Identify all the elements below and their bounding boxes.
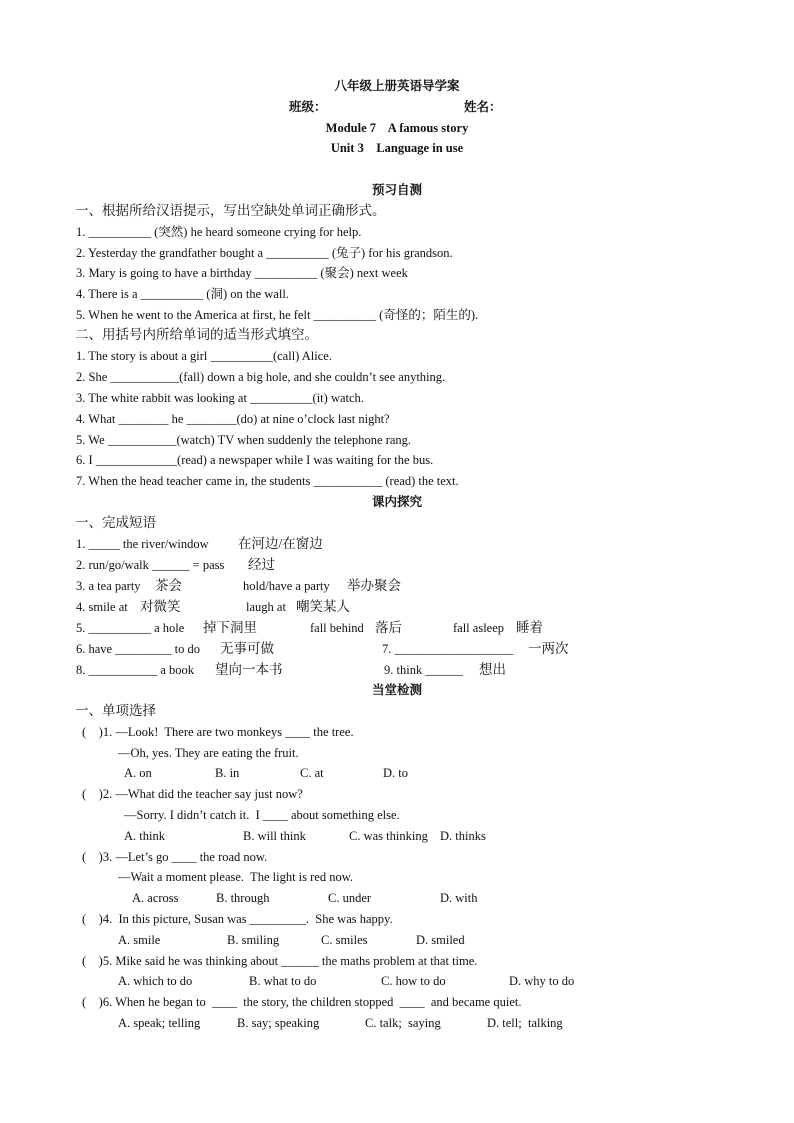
option: D. smiled — [416, 933, 465, 947]
phrase-3b-cn: 举办聚会 — [347, 578, 401, 593]
option: C. talk; saying — [365, 1016, 441, 1030]
part2-item: 4. What ________ he ________(do) at nine o’clock last night? — [76, 412, 390, 426]
part2-item: 3. The white rabbit was looking at __________(it) watch. — [76, 391, 364, 405]
question-3: ( )3. —Let’s go ____ the road now. — [82, 850, 268, 864]
test-title: 一、单项选择 — [75, 703, 156, 718]
option: C. under — [328, 891, 372, 905]
explore-title: 一、完成短语 — [75, 515, 156, 530]
phrase-4b: laugh at — [246, 600, 286, 614]
question-1: ( )1. —Look! There are two monkeys ____ the tree. — [82, 725, 354, 739]
question-3-reply: —Wait a moment please. The light is red now. — [118, 870, 354, 884]
test-heading: 当堂检测 — [371, 683, 422, 697]
phrase-6-cn: 无事可做 — [220, 641, 274, 656]
phrase-1-cn: 在河边/在窗边 — [238, 536, 323, 551]
option: B. through — [216, 891, 270, 905]
option: B. say; speaking — [237, 1016, 320, 1030]
option: A. which to do — [118, 974, 193, 988]
phrase-6: 6. have _________ to do — [76, 642, 200, 656]
option: C. smiles — [321, 933, 368, 947]
option: A. smile — [118, 933, 161, 947]
option: D. why to do — [509, 974, 575, 988]
phrase-3a: 3. a tea party — [76, 579, 141, 593]
option: D. with — [440, 891, 478, 905]
phrase-7: 7. ___________________ — [382, 642, 514, 656]
question-2: ( )2. —What did the teacher say just now? — [82, 787, 303, 801]
question-6: ( )6. When he began to ____ the story, the children stopped ____ and became quiet. — [82, 995, 522, 1009]
phrase-4b-cn: 嘲笑某人 — [296, 599, 350, 614]
option: A. think — [124, 829, 165, 843]
phrase-1: 1. _____ the river/window — [76, 537, 209, 551]
phrase-2-cn: 经过 — [248, 557, 275, 572]
phrase-8: 8. ___________ a book — [76, 663, 195, 677]
question-5: ( )5. Mike said he was thinking about ______ the maths problem at that time. — [82, 954, 478, 968]
explore-heading: 课内探究 — [371, 495, 422, 509]
part2-title: 二、用括号内所给单词的适当形式填空。 — [75, 327, 318, 342]
question-1-reply: —Oh, yes. They are eating the fruit. — [118, 746, 299, 760]
phrase-5c: fall asleep — [453, 621, 505, 635]
part2-item: 2. She ___________(fall) down a big hole, and she couldn’t see anything. — [76, 370, 446, 384]
option: A. on — [124, 766, 152, 780]
part1-title: 一、根据所给汉语提示，写出空缺处单词正确形式。 — [75, 203, 386, 218]
phrase-5a-cn: 掉下洞里 — [203, 620, 257, 635]
name-label: 姓名： — [464, 100, 502, 114]
phrase-4a-cn: 对微笑 — [140, 599, 181, 614]
option: B. will think — [243, 829, 306, 843]
part1-item: 3. Mary is going to have a birthday __________ (聚会) next week — [76, 266, 408, 280]
phrase-8-cn: 望向一本书 — [215, 662, 283, 677]
option: B. smiling — [227, 933, 280, 947]
option: C. how to do — [381, 974, 446, 988]
phrase-5b-cn: 落后 — [375, 620, 402, 635]
option: A. speak; telling — [118, 1016, 201, 1030]
part1-item: 5. When he went to the America at first, he felt __________ (奇怪的；陌生的). — [76, 308, 479, 322]
question-4: ( )4. In this picture, Susan was _________. She was happy. — [82, 912, 393, 926]
class-label: 班级： — [289, 100, 327, 114]
phrase-2: 2. run/go/walk ______ = pass — [76, 558, 225, 572]
part2-item: 6. I _____________(read) a newspaper while I was waiting for the bus. — [76, 453, 434, 467]
phrase-3b: hold/have a party — [243, 579, 330, 593]
option: A. across — [132, 891, 179, 905]
unit-title: Unit 3 Language in use — [330, 141, 464, 155]
preview-heading: 预习自测 — [371, 183, 422, 197]
doc-title: 八年级上册英语导学案 — [334, 79, 460, 93]
phrase-9-cn: 想出 — [479, 662, 506, 677]
phrase-5b: fall behind — [310, 621, 364, 635]
phrase-7-cn: 一两次 — [528, 641, 569, 656]
part1-item: 1. __________ (突然) he heard someone crying for help. — [76, 225, 362, 239]
phrase-4a: 4. smile at — [76, 600, 128, 614]
option: B. in — [215, 766, 240, 780]
option: C. at — [300, 766, 324, 780]
part1-item: 4. There is a __________ (洞) on the wall. — [76, 287, 289, 301]
part2-item: 1. The story is about a girl __________(call) Alice. — [76, 349, 332, 363]
question-2-reply: —Sorry. I didn’t catch it. I ____ about something else. — [124, 808, 400, 822]
option: D. to — [383, 766, 408, 780]
option: D. thinks — [440, 829, 486, 843]
module-title: Module 7 A famous story — [325, 121, 469, 135]
option: D. tell; talking — [487, 1016, 563, 1030]
option: B. what to do — [249, 974, 317, 988]
phrase-5a: 5. __________ a hole — [76, 621, 185, 635]
phrase-9: 9. think ______ — [384, 663, 463, 677]
phrase-3a-cn: 茶会 — [155, 578, 182, 593]
part2-item: 7. When the head teacher came in, the students ___________ (read) the text. — [76, 474, 459, 488]
part2-item: 5. We ___________(watch) TV when suddenly the telephone rang. — [76, 433, 412, 447]
option: C. was thinking — [349, 829, 428, 843]
part1-item: 2. Yesterday the grandfather bought a __________ (兔子) for his grandson. — [76, 246, 453, 260]
phrase-5c-cn: 睡着 — [516, 620, 543, 635]
